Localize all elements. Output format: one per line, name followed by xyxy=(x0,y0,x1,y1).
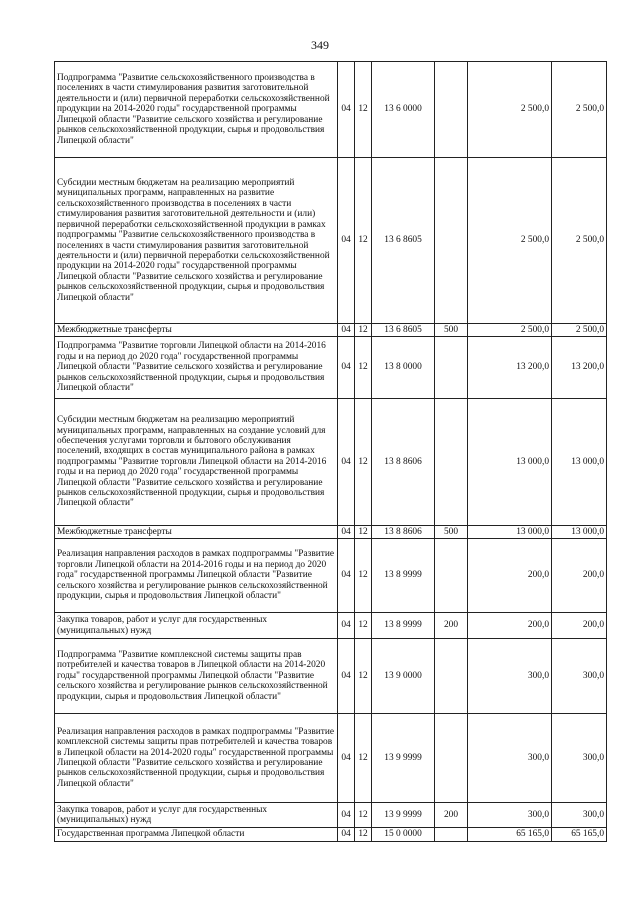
row-name: Субсидии местным бюджетам на реализацию мероприятий муниципальных программ, направленных на создание условий для обеспечения услугами торговли и бытового обслуживания поселений, входящих в состав муниципального района в рамках подпрограммы "Развитие торговли Липецкой области на 2014-2016 годы и на период до 2020 года" государственной программы Липецкой области "Развитие сельского хозяйства и регулирование рынков сельскохозяйственной продукции, сырья и продовольствия Липецкой области" xyxy=(55,399,338,526)
row-expense-type xyxy=(435,337,468,399)
row-amount-2: 300,0 xyxy=(552,803,607,828)
row-amount: 65 165,0 xyxy=(468,828,552,842)
row-subsection: 12 xyxy=(355,399,372,526)
table-row xyxy=(55,539,607,613)
row-amount: 300,0 xyxy=(468,639,552,714)
row-amount-2: 13 200,0 xyxy=(552,337,607,399)
row-subsection: 12 xyxy=(355,714,372,803)
row-target-code: 13 8 8606 xyxy=(372,526,435,539)
row-amount-2: 2 500,0 xyxy=(552,324,607,337)
table-row xyxy=(55,639,607,714)
row-amount: 300,0 xyxy=(468,803,552,828)
row-expense-type xyxy=(435,639,468,714)
table-row xyxy=(55,399,607,526)
row-subsection: 12 xyxy=(355,337,372,399)
table-row xyxy=(55,526,607,539)
row-name: Субсидии местным бюджетам на реализацию мероприятий муниципальных программ, направленных на развитие сельскохозяйственного производства в поселениях в части стимулирования развития заготовительной деятельности и (или) первичной переработки сельскохозяйственной продукции в рамках подпрограммы "Развитие сельскохозяйственного производства в поселениях в части стимулирования развития заготовительной деятельности и (или) первичной переработки сельскохозяйственной продукции на 2014-2020 годы" государственной программы Липецкой области "Развитие сельского хозяйства и регулирование рынков сельскохозяйственной продукции, сырья и продовольствия Липецкой области" xyxy=(55,158,338,324)
row-amount-2: 200,0 xyxy=(552,539,607,613)
row-amount: 13 200,0 xyxy=(468,337,552,399)
row-amount: 13 000,0 xyxy=(468,526,552,539)
row-name: Реализация направления расходов в рамках подпрограммы "Развитие торговли Липецкой области на 2014-2016 годы и на период до 2020 года" государственной программы Липецкой области "Развитие сельского хозяйства и регулирование рынков сельскохозяйственной продукции, сырья и продовольствия Липецкой области" xyxy=(55,539,338,613)
row-subsection: 12 xyxy=(355,539,372,613)
table-row xyxy=(55,714,607,803)
row-section: 04 xyxy=(338,539,355,613)
row-subsection: 12 xyxy=(355,803,372,828)
budget-table xyxy=(54,61,607,842)
row-amount-2: 300,0 xyxy=(552,714,607,803)
row-target-code: 13 6 8605 xyxy=(372,324,435,337)
table-row xyxy=(55,324,607,337)
row-section: 04 xyxy=(338,828,355,842)
row-amount: 200,0 xyxy=(468,613,552,639)
row-name: Подпрограмма "Развитие комплексной системы защиты прав потребителей и качества товаров в Липецкой области на 2014-2020 годы" государственной программы Липецкой области "Развитие сельского хозяйства и регулирование рынков сельскохозяйственной продукции, сырья и продовольствия Липецкой области" xyxy=(55,639,338,714)
row-amount-2: 2 500,0 xyxy=(552,62,607,158)
row-target-code: 13 6 0000 xyxy=(372,62,435,158)
row-amount: 13 000,0 xyxy=(468,399,552,526)
row-amount: 200,0 xyxy=(468,539,552,613)
row-expense-type xyxy=(435,714,468,803)
row-expense-type xyxy=(435,158,468,324)
row-section: 04 xyxy=(338,803,355,828)
row-expense-type xyxy=(435,399,468,526)
table-row xyxy=(55,803,607,828)
row-section: 04 xyxy=(338,399,355,526)
row-amount-2: 2 500,0 xyxy=(552,158,607,324)
row-amount-2: 200,0 xyxy=(552,613,607,639)
row-subsection: 12 xyxy=(355,324,372,337)
row-section: 04 xyxy=(338,337,355,399)
row-amount-2: 13 000,0 xyxy=(552,526,607,539)
table-row xyxy=(55,158,607,324)
row-expense-type: 500 xyxy=(435,526,468,539)
row-target-code: 13 9 0000 xyxy=(372,639,435,714)
row-target-code: 15 0 0000 xyxy=(372,828,435,842)
row-subsection: 12 xyxy=(355,526,372,539)
row-section: 04 xyxy=(338,639,355,714)
row-amount-2: 65 165,0 xyxy=(552,828,607,842)
table-row xyxy=(55,613,607,639)
row-section: 04 xyxy=(338,714,355,803)
row-section: 04 xyxy=(338,526,355,539)
row-subsection: 12 xyxy=(355,158,372,324)
row-subsection: 12 xyxy=(355,613,372,639)
row-section: 04 xyxy=(338,613,355,639)
row-expense-type: 500 xyxy=(435,324,468,337)
row-target-code: 13 9 9999 xyxy=(372,803,435,828)
row-expense-type: 200 xyxy=(435,613,468,639)
row-section: 04 xyxy=(338,62,355,158)
row-amount: 2 500,0 xyxy=(468,158,552,324)
row-amount-2: 13 000,0 xyxy=(552,399,607,526)
row-name: Межбюджетные трансферты xyxy=(55,526,338,539)
table-row xyxy=(55,62,607,158)
row-name: Закупка товаров, работ и услуг для государственных (муниципальных) нужд xyxy=(55,613,338,639)
row-name: Реализация направления расходов в рамках подпрограммы "Развитие комплексной системы защиты прав потребителей и качества товаров в Липецкой области на 2014-2020 годы" государственной программы Липецкой области "Развитие сельского хозяйства и регулирование рынков сельскохозяйственной продукции, сырья и продовольствия Липецкой области" xyxy=(55,714,338,803)
row-name: Подпрограмма "Развитие торговли Липецкой области на 2014-2016 годы и на период до 2020 года" государственной программы Липецкой области "Развитие сельского хозяйства и регулирование рынков сельскохозяйственной продукции, сырья и продовольствия Липецкой области" xyxy=(55,337,338,399)
row-section: 04 xyxy=(338,158,355,324)
row-expense-type: 200 xyxy=(435,803,468,828)
row-name: Подпрограмма "Развитие сельскохозяйственного производства в поселениях в части стимулирования развития заготовительной деятельности и (или) первичной переработки сельскохозяйственной продукции на 2014-2020 годы" государственной программы Липецкой области "Развитие сельского хозяйства и регулирование рынков сельскохозяйственной продукции, сырья и продовольствия Липецкой области" xyxy=(55,62,338,158)
row-amount-2: 300,0 xyxy=(552,639,607,714)
row-expense-type xyxy=(435,62,468,158)
row-expense-type xyxy=(435,828,468,842)
table-row xyxy=(55,828,607,842)
page-number: 349 xyxy=(311,38,329,52)
row-name: Закупка товаров, работ и услуг для государственных (муниципальных) нужд xyxy=(55,803,338,828)
row-subsection: 12 xyxy=(355,639,372,714)
row-amount: 2 500,0 xyxy=(468,324,552,337)
row-name: Межбюджетные трансферты xyxy=(55,324,338,337)
row-target-code: 13 8 9999 xyxy=(372,613,435,639)
row-section: 04 xyxy=(338,324,355,337)
row-expense-type xyxy=(435,539,468,613)
row-target-code: 13 9 9999 xyxy=(372,714,435,803)
row-target-code: 13 8 0000 xyxy=(372,337,435,399)
row-target-code: 13 6 8605 xyxy=(372,158,435,324)
row-amount: 2 500,0 xyxy=(468,62,552,158)
row-subsection: 12 xyxy=(355,62,372,158)
row-amount: 300,0 xyxy=(468,714,552,803)
row-subsection: 12 xyxy=(355,828,372,842)
row-name: Государственная программа Липецкой области xyxy=(55,828,338,842)
row-target-code: 13 8 9999 xyxy=(372,539,435,613)
table-row xyxy=(55,337,607,399)
row-target-code: 13 8 8606 xyxy=(372,399,435,526)
